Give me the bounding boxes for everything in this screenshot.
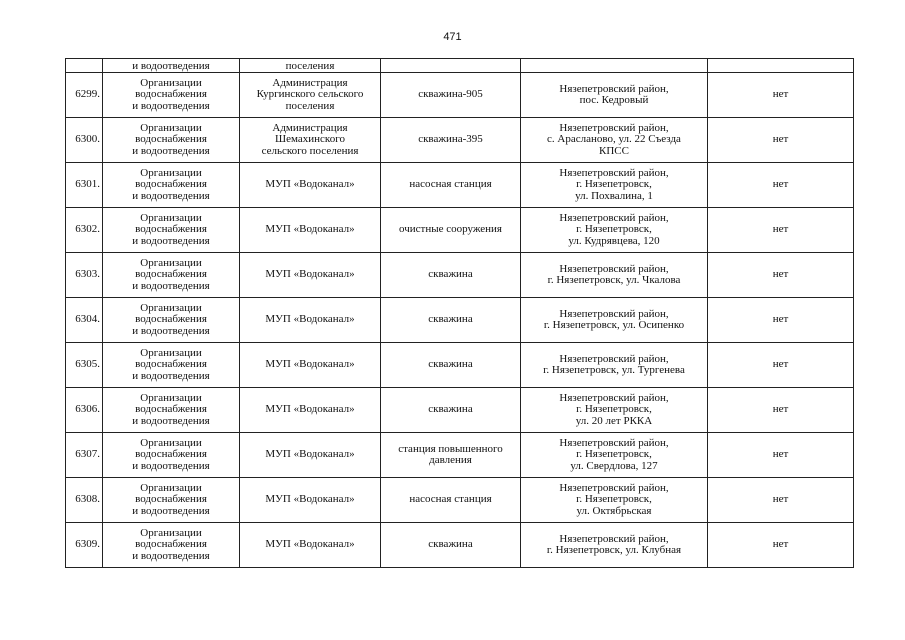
row-type-line: Организации xyxy=(140,481,202,494)
row-address-line: ул. Похвалина, 1 xyxy=(575,189,653,202)
row-type-line: водоснабжения xyxy=(135,448,207,461)
row-type-line: и водоотведения xyxy=(132,324,210,337)
row-type xyxy=(103,208,240,253)
row-owner xyxy=(240,478,381,523)
row-address xyxy=(521,478,708,523)
row-type-line: водоснабжения xyxy=(135,538,207,551)
row-type-line: Организации xyxy=(140,526,202,539)
num-cell xyxy=(66,59,103,73)
row-owner xyxy=(240,163,381,208)
row-type-line: и водоотведения xyxy=(132,504,210,517)
table-row xyxy=(66,118,854,163)
row-type xyxy=(103,253,240,298)
row-type-line: и водоотведения xyxy=(132,459,210,472)
row-owner-line: Администрация xyxy=(272,121,348,134)
row-number: 6305. xyxy=(66,343,103,388)
row-object-line: скважина xyxy=(428,538,473,551)
row-object xyxy=(381,343,521,388)
row-object xyxy=(381,298,521,343)
row-object xyxy=(381,73,521,118)
row-owner-line: МУП «Водоканал» xyxy=(265,493,355,506)
row-address xyxy=(521,523,708,568)
row-type-line: водоснабжения xyxy=(135,133,207,146)
table-body xyxy=(66,59,854,568)
row-address-line: г. Нязепетровск, xyxy=(576,448,652,461)
row-object-line: насосная станция xyxy=(409,178,492,191)
row-address-line: г. Нязепетровск, ул. Клубная xyxy=(546,544,682,556)
row-owner-line: МУП «Водоканал» xyxy=(265,448,355,461)
row-owner xyxy=(240,343,381,388)
address-cell xyxy=(521,59,708,73)
row-address-line: пос. Кедровый xyxy=(579,94,649,106)
row-object xyxy=(381,433,521,478)
row-address-line: ул. 20 лет РККА xyxy=(575,414,653,427)
continuation-row xyxy=(66,59,854,73)
row-address-line: г. Нязепетровск, ул. Осипенко xyxy=(543,319,685,331)
row-object-line: скважина-905 xyxy=(418,88,483,101)
row-address-line: г. Нязепетровск, xyxy=(576,223,652,236)
row-address-line: Нязепетровский район, xyxy=(559,391,669,404)
table-row xyxy=(66,523,854,568)
row-owner-line: Кургинского сельского xyxy=(256,88,364,101)
row-type-line: водоснабжения xyxy=(135,493,207,506)
owner-cell: поселения xyxy=(240,59,381,73)
row-owner-line: МУП «Водоканал» xyxy=(265,313,355,326)
row-type-line: и водоотведения xyxy=(132,99,210,112)
row-address-line: ул. Октябрьская xyxy=(576,504,652,517)
row-type-line: водоснабжения xyxy=(135,178,207,191)
row-type-line: Организации xyxy=(140,391,202,404)
row-value: нет xyxy=(708,253,854,298)
row-value: нет xyxy=(708,118,854,163)
row-owner-line: поселения xyxy=(285,99,335,112)
row-object-line: скважина xyxy=(428,403,473,416)
row-object-line: станция повышенного xyxy=(398,442,503,455)
row-type xyxy=(103,388,240,433)
row-address-line: Нязепетровский район, xyxy=(559,262,669,275)
row-number: 6301. xyxy=(66,163,103,208)
row-address xyxy=(521,118,708,163)
row-object xyxy=(381,478,521,523)
row-address-line: Нязепетровский район, xyxy=(559,82,669,95)
row-type xyxy=(103,298,240,343)
row-type-line: и водоотведения xyxy=(132,279,210,292)
row-address-line: г. Нязепетровск, ул. Чкалова xyxy=(547,274,681,286)
row-type xyxy=(103,523,240,568)
row-address xyxy=(521,433,708,478)
row-address xyxy=(521,343,708,388)
row-address-line: Нязепетровский район, xyxy=(559,121,669,134)
row-address-line: Нязепетровский район, xyxy=(559,307,669,320)
row-object-line: скважина xyxy=(428,313,473,326)
objects-table xyxy=(65,58,854,568)
row-address-line: ул. Свердлова, 127 xyxy=(570,459,658,472)
row-value: нет xyxy=(708,163,854,208)
row-type-line: Организации xyxy=(140,346,202,359)
row-type-line: Организации xyxy=(140,436,202,449)
row-type-line: водоснабжения xyxy=(135,268,207,281)
row-address-line: КПСС xyxy=(599,144,629,157)
row-object xyxy=(381,253,521,298)
row-address xyxy=(521,73,708,118)
row-type-line: водоснабжения xyxy=(135,403,207,416)
row-type-line: Организации xyxy=(140,121,202,134)
row-type xyxy=(103,478,240,523)
row-owner xyxy=(240,73,381,118)
row-object-line: очистные сооружения xyxy=(399,223,502,236)
row-value: нет xyxy=(708,343,854,388)
type-cell: и водоотведения xyxy=(103,59,240,73)
table-row xyxy=(66,478,854,523)
row-address-line: Нязепетровский район, xyxy=(559,166,669,179)
row-number: 6299. xyxy=(66,73,103,118)
row-number: 6309. xyxy=(66,523,103,568)
row-address xyxy=(521,208,708,253)
row-owner-line: МУП «Водоканал» xyxy=(265,538,355,551)
row-type-line: и водоотведения xyxy=(132,189,210,202)
row-object xyxy=(381,163,521,208)
table-row xyxy=(66,433,854,478)
row-type-line: водоснабжения xyxy=(135,313,207,326)
row-number: 6303. xyxy=(66,253,103,298)
row-owner-line: Шемахинского xyxy=(275,133,345,146)
row-address xyxy=(521,253,708,298)
row-owner-line: МУП «Водоканал» xyxy=(265,403,355,416)
row-type xyxy=(103,118,240,163)
row-value: нет xyxy=(708,208,854,253)
row-address-line: Нязепетровский район, xyxy=(559,481,669,494)
table-row xyxy=(66,208,854,253)
row-type-line: и водоотведения xyxy=(132,144,210,157)
row-type xyxy=(103,343,240,388)
table-row xyxy=(66,298,854,343)
row-type-line: и водоотведения xyxy=(132,549,210,562)
row-type-line: и водоотведения xyxy=(132,369,210,382)
row-number: 6308. xyxy=(66,478,103,523)
row-address-line: Нязепетровский район, xyxy=(559,436,669,449)
table-row xyxy=(66,388,854,433)
row-type-line: и водоотведения xyxy=(132,234,210,247)
row-address-line: ул. Кудрявцева, 120 xyxy=(568,234,660,247)
row-owner xyxy=(240,523,381,568)
row-type-line: Организации xyxy=(140,301,202,314)
row-address-line: г. Нязепетровск, ул. Тургенева xyxy=(543,364,685,376)
row-type-line: Организации xyxy=(140,211,202,224)
row-object-line: давления xyxy=(429,454,472,466)
row-type-line: Организации xyxy=(140,256,202,269)
row-address xyxy=(521,388,708,433)
row-owner-line: МУП «Водоканал» xyxy=(265,358,355,371)
row-object xyxy=(381,388,521,433)
table-row xyxy=(66,343,854,388)
row-type-line: Организации xyxy=(140,166,202,179)
row-owner xyxy=(240,118,381,163)
row-number: 6306. xyxy=(66,388,103,433)
row-number: 6304. xyxy=(66,298,103,343)
row-address-line: г. Нязепетровск, xyxy=(576,178,652,191)
object-cell xyxy=(381,59,521,73)
row-owner-line: сельского поселения xyxy=(261,144,359,157)
row-address-line: Нязепетровский район, xyxy=(559,532,669,545)
row-type-line: водоснабжения xyxy=(135,88,207,101)
row-type-line: Организации xyxy=(140,76,202,89)
row-type-line: водоснабжения xyxy=(135,223,207,236)
row-object-line: насосная станция xyxy=(409,493,492,506)
row-type xyxy=(103,433,240,478)
row-owner xyxy=(240,208,381,253)
row-address-line: Нязепетровский район, xyxy=(559,211,669,224)
row-owner xyxy=(240,253,381,298)
row-address xyxy=(521,163,708,208)
row-object-line: скважина-395 xyxy=(418,133,483,146)
table-row xyxy=(66,73,854,118)
table-row xyxy=(66,253,854,298)
row-type-line: и водоотведения xyxy=(132,414,210,427)
row-value: нет xyxy=(708,478,854,523)
row-address-line: Нязепетровский район, xyxy=(559,352,669,365)
row-number: 6300. xyxy=(66,118,103,163)
row-object xyxy=(381,208,521,253)
row-type xyxy=(103,73,240,118)
row-address-line: г. Нязепетровск, xyxy=(576,493,652,506)
row-number: 6307. xyxy=(66,433,103,478)
value-cell xyxy=(708,59,854,73)
row-number: 6302. xyxy=(66,208,103,253)
row-owner xyxy=(240,433,381,478)
row-object-line: скважина xyxy=(428,358,473,371)
row-owner-line: МУП «Водоканал» xyxy=(265,178,355,191)
row-value: нет xyxy=(708,523,854,568)
row-type-line: водоснабжения xyxy=(135,358,207,371)
row-value: нет xyxy=(708,298,854,343)
table-row xyxy=(66,163,854,208)
row-owner-line: Администрация xyxy=(272,76,348,89)
row-object-line: скважина xyxy=(428,268,473,281)
row-value: нет xyxy=(708,388,854,433)
row-owner-line: МУП «Водоканал» xyxy=(265,223,355,236)
row-address xyxy=(521,298,708,343)
row-address-line: г. Нязепетровск, xyxy=(576,403,652,416)
row-type xyxy=(103,163,240,208)
row-owner-line: МУП «Водоканал» xyxy=(265,268,355,281)
row-owner xyxy=(240,388,381,433)
row-object xyxy=(381,523,521,568)
row-object xyxy=(381,118,521,163)
row-owner xyxy=(240,298,381,343)
row-value: нет xyxy=(708,73,854,118)
row-address-line: с. Арасланово, ул. 22 Съезда xyxy=(547,133,681,146)
row-value: нет xyxy=(708,433,854,478)
page-number: 471 xyxy=(443,31,462,43)
